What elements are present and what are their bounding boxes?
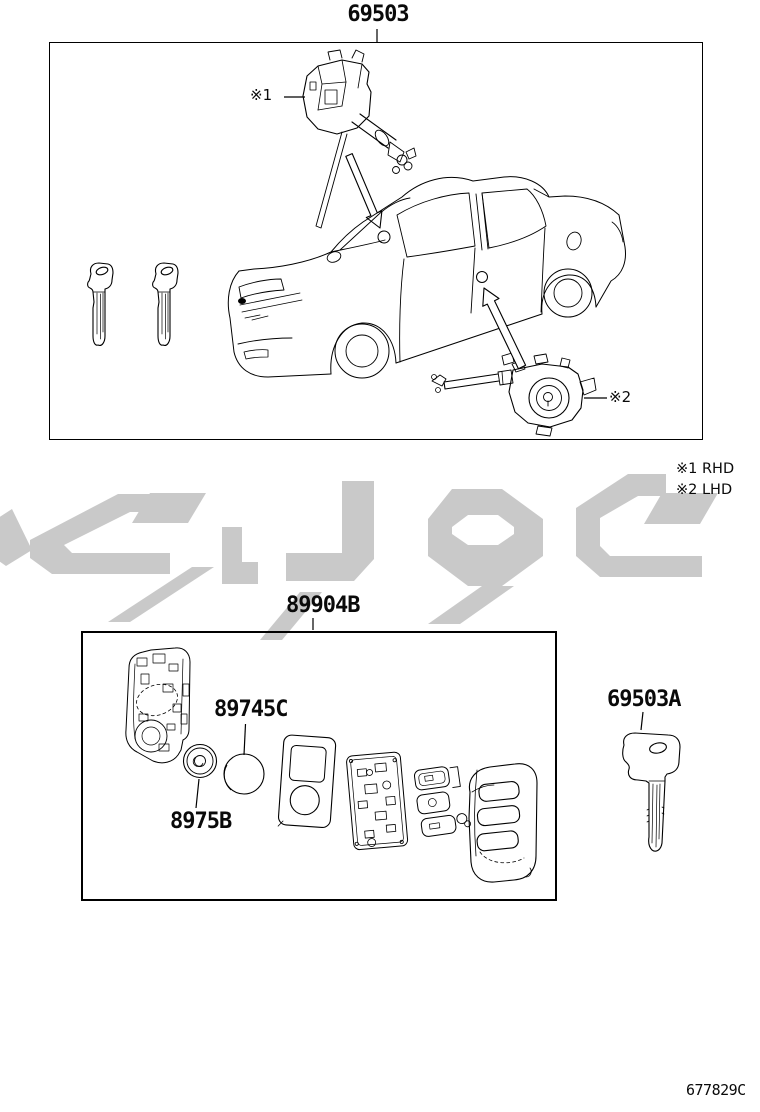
drawing-number: 677829C [686, 1081, 746, 1099]
part-label-8975B: 8975B [170, 809, 232, 834]
marker-rhd-lock: ※1 [250, 86, 273, 104]
marker-lhd-lock: ※2 [609, 388, 632, 406]
main-assembly-box [49, 42, 703, 440]
part-label-89745C: 89745C [214, 697, 288, 722]
transmitter-assembly-box [81, 631, 557, 901]
part-label-89904B: 89904B [286, 593, 360, 618]
legend [676, 459, 734, 501]
part-label-69503A: 69503A [607, 687, 681, 712]
legend-line-rhd: ※1 RHD [676, 461, 735, 477]
emergency-key-drawing [623, 733, 680, 851]
part-label-69503: 69503 [347, 2, 409, 27]
legend-line-lhd: ※2 LHD [676, 482, 733, 498]
